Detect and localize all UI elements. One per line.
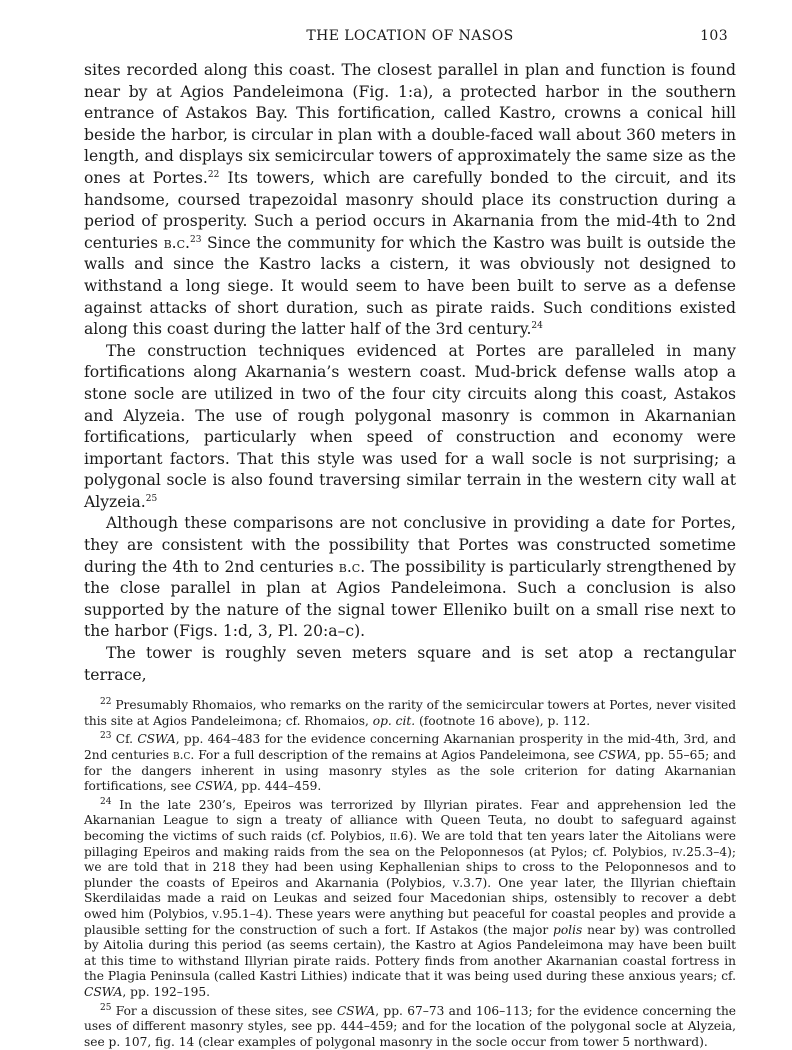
running-header bbox=[84, 24, 736, 50]
running-title: THE LOCATION OF NASOS bbox=[84, 28, 736, 44]
main-text bbox=[84, 60, 736, 686]
footnote-22: $^{22}$ Presumably Rhomaios, who remarks on the rarity of the semicircular towers at Portes, never visited this site at Agios Pandeleimona; cf. Rhomaios, op. cit. (footnote 16 above), p. 112. bbox=[84, 698, 736, 729]
footnote-ref-22: 22 bbox=[208, 170, 219, 180]
paragraph-4: The tower is roughly seven meters square and is set atop a rectangular terrace, bbox=[84, 643, 736, 686]
footnote-25: $^{25}$ For a discussion of these sites, see CSWA, pp. 67–73 and 106–113; for the evidence concerning the uses of different masonry styles, see pp. 444–459; and for the location of the polygonal socle at Alyzeia, see p. 107, fig. 14 (clear examples of polygonal masonry in the socle occur from tower 5 northward). bbox=[84, 1004, 736, 1050]
footnote-23: $^{23}$ Cf. CSWA, pp. 464–483 for the evidence concerning Akarnanian prosperity in the mid-4th, 3rd, and 2nd centuries b.c. For a full description of the remains at Agios Pandeleimona, see CSWA, pp. 55–65; and for the dangers inherent in using masonry styles as the sole criterion for dating Akarnanian fortifications, see CSWA, pp. 444–459. bbox=[84, 732, 736, 794]
paragraph-2: The construction techniques evidenced at Portes are paralleled in many fortifications along Akarnania’s western coast. Mud-brick defense walls atop a stone socle are utilized in two of the four city circuits along this coast, Astakos and Alyzeia. The use of rough polygonal masonry is common in Akarnanian fortifications, particularly when speed of construction and economy were important factors. That this style was used for a wall socle is not surprising; a polygonal socle is also found traversing similar terrain in the western city wall at Alyzeia.$^{25}$ bbox=[84, 341, 736, 514]
paragraph-1: sites recorded along this coast. The closest parallel in plan and function is found near by at Agios Pandeleimona (Fig. 1:a), a protected harbor in the southern entrance of Astakos Bay. This fortification, called Kastro, crowns a conical hill beside the harbor, is circular in plan with a double-faced wall about 360 meters in length, and displays six semicircular towers of approximately the same size as the ones at Portes.$^{22}$ Its towers, which are carefully bonded to the circuit, and its handsome, coursed trapezoidal masonry should place its construction during a period of prosperity. Such a period occurs in Akarnania from the mid-4th to 2nd centuries b.c.$^{23}$ Since the community for which the Kastro was built is outside the walls and since the Kastro lacks a cistern, it was obviously not designed to withstand a long siege. It would seem to have been built to serve as a defense against attacks of short duration, such as pirate raids. Such conditions existed along this coast during the latter half of the 3rd century.$^{24}$ bbox=[84, 60, 736, 341]
footnote-ref-24: 24 bbox=[531, 321, 542, 331]
footnote-24: $^{24}$ In the late 230’s, Epeiros was terrorized by Illyrian pirates. Fear and apprehension led the Akarnanian League to sign a treaty of alliance with Queen Teuta, no doubt to safeguard against becoming the victims of such raids (cf. Polybios, ii.6). We are told that ten years later the Aitolians were pillaging Epeiros and making raids from the sea on the Peloponnesos (at Pylos; cf. Polybios, iv.25.3–4); we are told that in 218 they had been using Kephallenian ships to cross to the Peloponnesos and to plunder the coasts of Epeiros and Akarnania (Polybios, v.3.7). One year later, the Illyrian chieftain Skerdilaidas made a raid on Leukas and seized four Macedonian ships, ostensibly to recover a debt owed him (Polybios, v.95.1–4). These years were anything but peaceful for coastal peoples and provide a plausible setting for the construction of such a fort. If Astakos (the major polis near by) was controlled by Aitolia during this period (as seems certain), the Kastro at Agios Pandeleimona may have been built at this time to withstand Illyrian pirate raids. Pottery finds from another Akarnanian coastal fortress in the Plagia Peninsula (called Kastri Lithies) indicate that it was being used during these anxious years; cf. CSWA, pp. 192–195. bbox=[84, 798, 736, 1001]
footnote-ref-23: 23 bbox=[190, 235, 201, 245]
footnote-ref-25: 25 bbox=[146, 494, 157, 504]
paragraph-3: Although these comparisons are not conclusive in providing a date for Portes, they are consistent with the possibility that Portes was constructed sometime during the 4th to 2nd centuries b.c. The possibility is particularly strengthened by the close parallel in plan at Agios Pandeleimona. Such a conclusion is also supported by the nature of the signal tower Elleniko built on a small rise next to the harbor (Figs. 1:d, 3, Pl. 20:a–c). bbox=[84, 513, 736, 643]
footnotes bbox=[84, 698, 736, 1050]
page-number: 103 bbox=[700, 28, 728, 44]
